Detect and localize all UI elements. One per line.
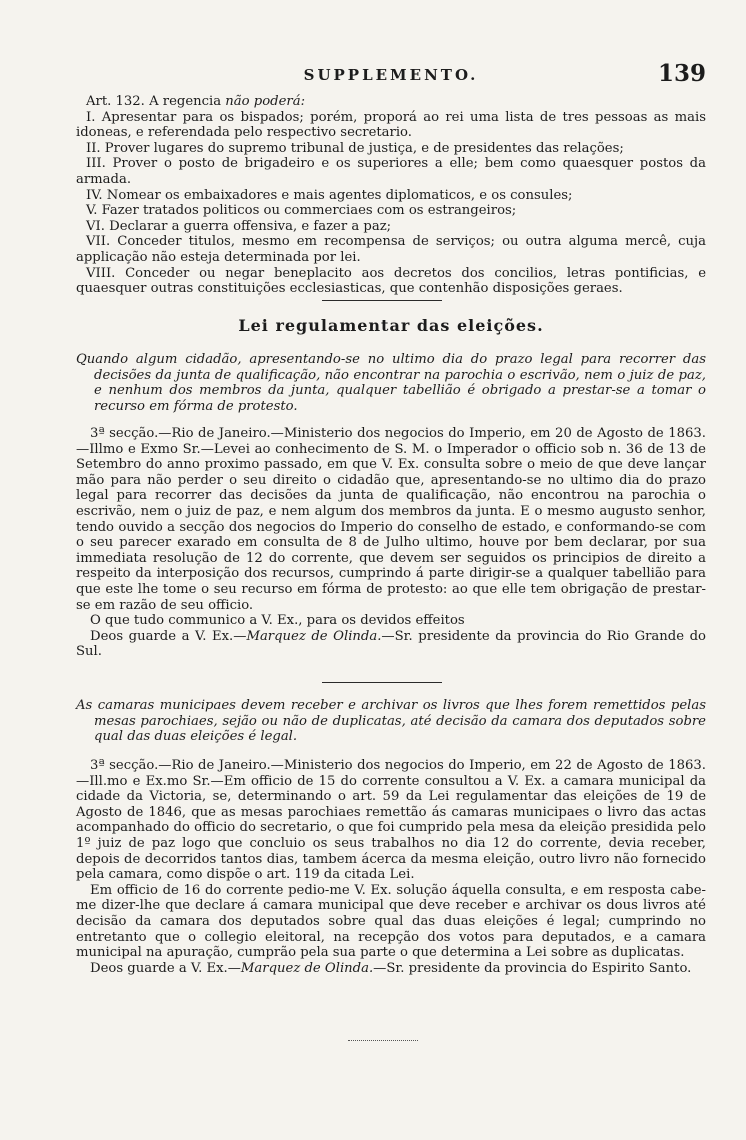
- section-divider: [322, 300, 442, 301]
- article-item: III. Prover o posto de brigadeiro e os superiores a elle; bem como quaesquer postos da armada.: [76, 156, 706, 187]
- signature-tail: —Sr. presidente da provincia do Espirito Santo.: [373, 960, 692, 976]
- section2-summary: [76, 698, 706, 745]
- section1-summary-text: Quando algum cidadão, apresentando-se no ultimo dia do prazo legal para recorrer das decisões da junta de qualificação, não encontrar na parochia o escrivão, nem o juiz de paz, e nenhum dos membros da junta, qualquer tabellião é obrigado a prestar-se a tomar o recurso em fórma de protesto.: [76, 352, 706, 414]
- section1-closing: O que tudo communico a V. Ex., para os devidos effeitos: [90, 613, 465, 629]
- section2-body-text: 3ª secção.—Rio de Janeiro.—Ministerio dos negocios do Imperio, em 22 de Agosto de 1863.—Ill.mo e Ex.mo Sr.—Em officio de 15 do corrente consultou a V. Ex. a camara municipal da cidade da Victoria, se, determinando o art. 59 da Lei regulamentar das eleições de 19 de Agosto de 1846, que as mesas parochiaes remettão ás camaras municipaes o livro das actas acompanhado do officio do secretario, o que foi cumprido pela mesa da eleição presidida pelo 1º juiz de paz logo que concluio os seus trabalhos no dia 12 do corrente, devia receber, depois de decorridos tantos dias, tambem ácerca da mesma eleição, outro livro não fornecido pela camara, como dispõe o art. 119 da citada Lei.: [76, 758, 706, 883]
- section2-summary-text: As camaras municipaes devem receber e archivar os livros que lhes forem remettidos pelas mesas parochiaes, sejão ou não de duplicatas, até decisão da camara dos deputados sobre qual das duas eleições é legal.: [76, 698, 706, 745]
- section2-body-text-2: Em officio de 16 do corrente pedio-me V. Ex. solução áquella consulta, e em resposta cabe-me dizer-lhe que declare á camara municipal que deve receber e archivar os dous livros até decisão da camara dos deputados sobre qual das duas eleições é legal; cumprindo no entretanto que o collegio eleitoral, na recepção dos votos para deputados, e a camara municipal na apuração, cumprão pela sua parte o que determina a Lei sobre as duplicatas.: [76, 882, 706, 961]
- section1-signature: [76, 629, 706, 660]
- signature-name: Marquez de Olinda.: [240, 960, 374, 976]
- article-intro-italic: não poderá:: [225, 94, 306, 109]
- article-132: [76, 94, 706, 297]
- end-divider: [348, 1040, 418, 1041]
- section2-signature: [76, 961, 706, 977]
- page-header: [76, 60, 706, 90]
- article-item: VIII. Conceder ou negar beneplacito aos decretos dos concilios, letras pontificias, e quaesquer outras constituições ecclesiasticas, que contenhão disposições geraes.: [76, 265, 706, 297]
- article-item: VI. Declarar a guerra offensiva, e fazer a paz;: [86, 218, 392, 234]
- signature-lead: Deos guarde a V. Ex.—: [90, 960, 241, 976]
- law-title: Lei regulamentar das eleições.: [238, 316, 544, 335]
- signature-lead: Deos guarde a V. Ex.—: [90, 628, 247, 644]
- section-divider: [322, 682, 442, 683]
- article-item: IV. Nomear os embaixadores e mais agentes diplomaticos, e os consules;: [86, 187, 573, 203]
- section2-body: [76, 758, 706, 976]
- article-intro: [76, 94, 706, 110]
- page-number: 139: [657, 60, 706, 87]
- article-intro-lead: Art. 132. A regencia: [86, 94, 226, 109]
- section1-summary: [76, 352, 706, 414]
- article-item: V. Fazer tratados politicos ou commerciaes com os estrangeiros;: [86, 203, 517, 219]
- article-item: I. Apresentar para os bispados; porém, proporá ao rei uma lista de tres pessoas as mais idoneas, e referendada pelo respectivo secretario.: [76, 109, 706, 141]
- article-item: VII. Conceder titulos, mesmo em recompensa de serviços; ou outra alguma mercê, cuja applicação não esteja determinada por lei.: [76, 234, 706, 265]
- section1-body: [76, 426, 706, 660]
- running-head: SUPPLEMENTO.: [303, 66, 479, 84]
- signature-name: Marquez de Olinda.: [246, 628, 382, 644]
- signature-tail: —Sr. presidente da provincia do Rio Grande do Sul.: [76, 628, 706, 660]
- section1-body-text: 3ª secção.—Rio de Janeiro.—Ministerio dos negocios do Imperio, em 20 de Agosto de 1863.—Illmo e Exmo Sr.—Levei ao conhecimento de S. M. o Imperador o officio sob n. 36 de 13 de Setembro do anno proximo passado, em que V. Ex. consulta sobre o meio de que deve lançar mão para não perder o seu direito o cidadão que, apresentando-se no ultimo dia do prazo legal para recorrer das decisões da junta de qualificação, não encontrou na parochia o escrivão, nem o juiz de paz, e nem algum dos membros da junta. E o mesmo augusto senhor, tendo ouvido a secção dos negocios do Imperio do conselho de estado, e conformando-se com o seu parecer exarado em consulta de 8 de Julho ultimo, houve por bem declarar, por sua immediata resolução de 12 do corrente, que devem ser seguidos os principios de direito a respeito da interposição dos recursos, cumprindo á parte dirigir-se a qualquer tabellião para que este lhe tome o seu recurso em fórma de protesto: ao que elle tem obrigação de prestar-se em razão de seu officio.: [76, 426, 706, 613]
- article-item: II. Prover lugares do supremo tribunal de justiça, e de presidentes das relações;: [86, 140, 624, 156]
